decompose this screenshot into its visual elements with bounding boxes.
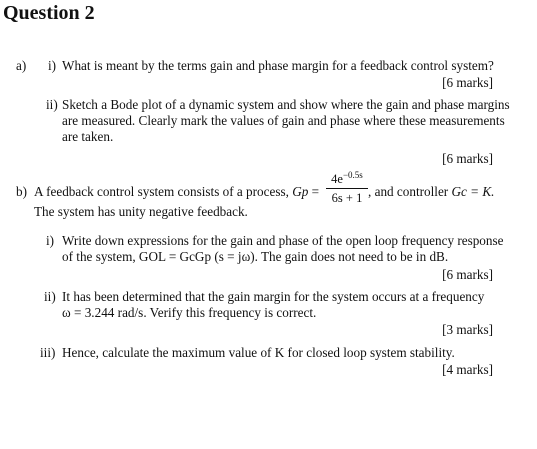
part-b-ii-line1: It has been determined that the gain margin for the system occurs at a frequency [62,289,485,304]
part-b-ii-line2: ω = 3.244 rad/s. Verify this frequency is correct. [62,305,317,320]
part-b-iii-text: Hence, calculate the maximum value of K for closed loop system stability. [62,345,455,360]
part-b-label: b) [16,184,27,199]
part-b-i-label: i) [46,233,55,248]
gp-symbol: Gp [292,184,309,199]
part-a-i-marks: [6 marks] [442,75,493,90]
part-b-ii-marks: [3 marks] [442,322,493,337]
part-a-ii-line3: are taken. [62,129,114,144]
gp-numerator: $4e^{-0.5s}$ [331,169,363,186]
part-b-ii-label: ii) [44,289,56,304]
part-b-iii-label: iii) [40,345,56,360]
part-b-iii-marks: [4 marks] [442,362,493,377]
gc-expression: Gc = K. [451,184,495,199]
part-a-i-label: i) [48,58,57,73]
gp-fraction [326,169,368,206]
fraction-bar [326,188,368,189]
part-a-ii-label: ii) [46,97,58,112]
part-a-ii-line2: are measured. Clearly mark the values of gain and phase where these measurements [62,113,505,128]
part-a-ii-line1: Sketch a Bode plot of a dynamic system and show where the gain and phase margins [62,97,510,112]
part-b-i-line1: Write down expressions for the gain and phase of the open loop frequency response [62,233,504,248]
gp-denominator: 6s + 1 [331,191,363,205]
page-title: Question 2 [3,2,95,24]
part-a-i-text: What is meant by the terms gain and phase margin for a feedback control system? [62,58,494,73]
part-a-ii-marks: [6 marks] [442,151,493,166]
part-b-intro-text: A feedback control system consists of a process, [34,184,289,199]
part-b-intro: A feedback control system consists of a process, Gp = [34,184,320,199]
part-b-line2: The system has unity negative feedback. [34,204,248,219]
part-b-i-marks: [6 marks] [442,267,493,282]
part-b-i-line2: of the system, GOL = GcGp (s = jω). The gain does not need to be in dB. [62,249,449,264]
part-a-label: a) [16,58,27,73]
part-b-intro-cont: , and controller Gc = K. [368,184,495,199]
